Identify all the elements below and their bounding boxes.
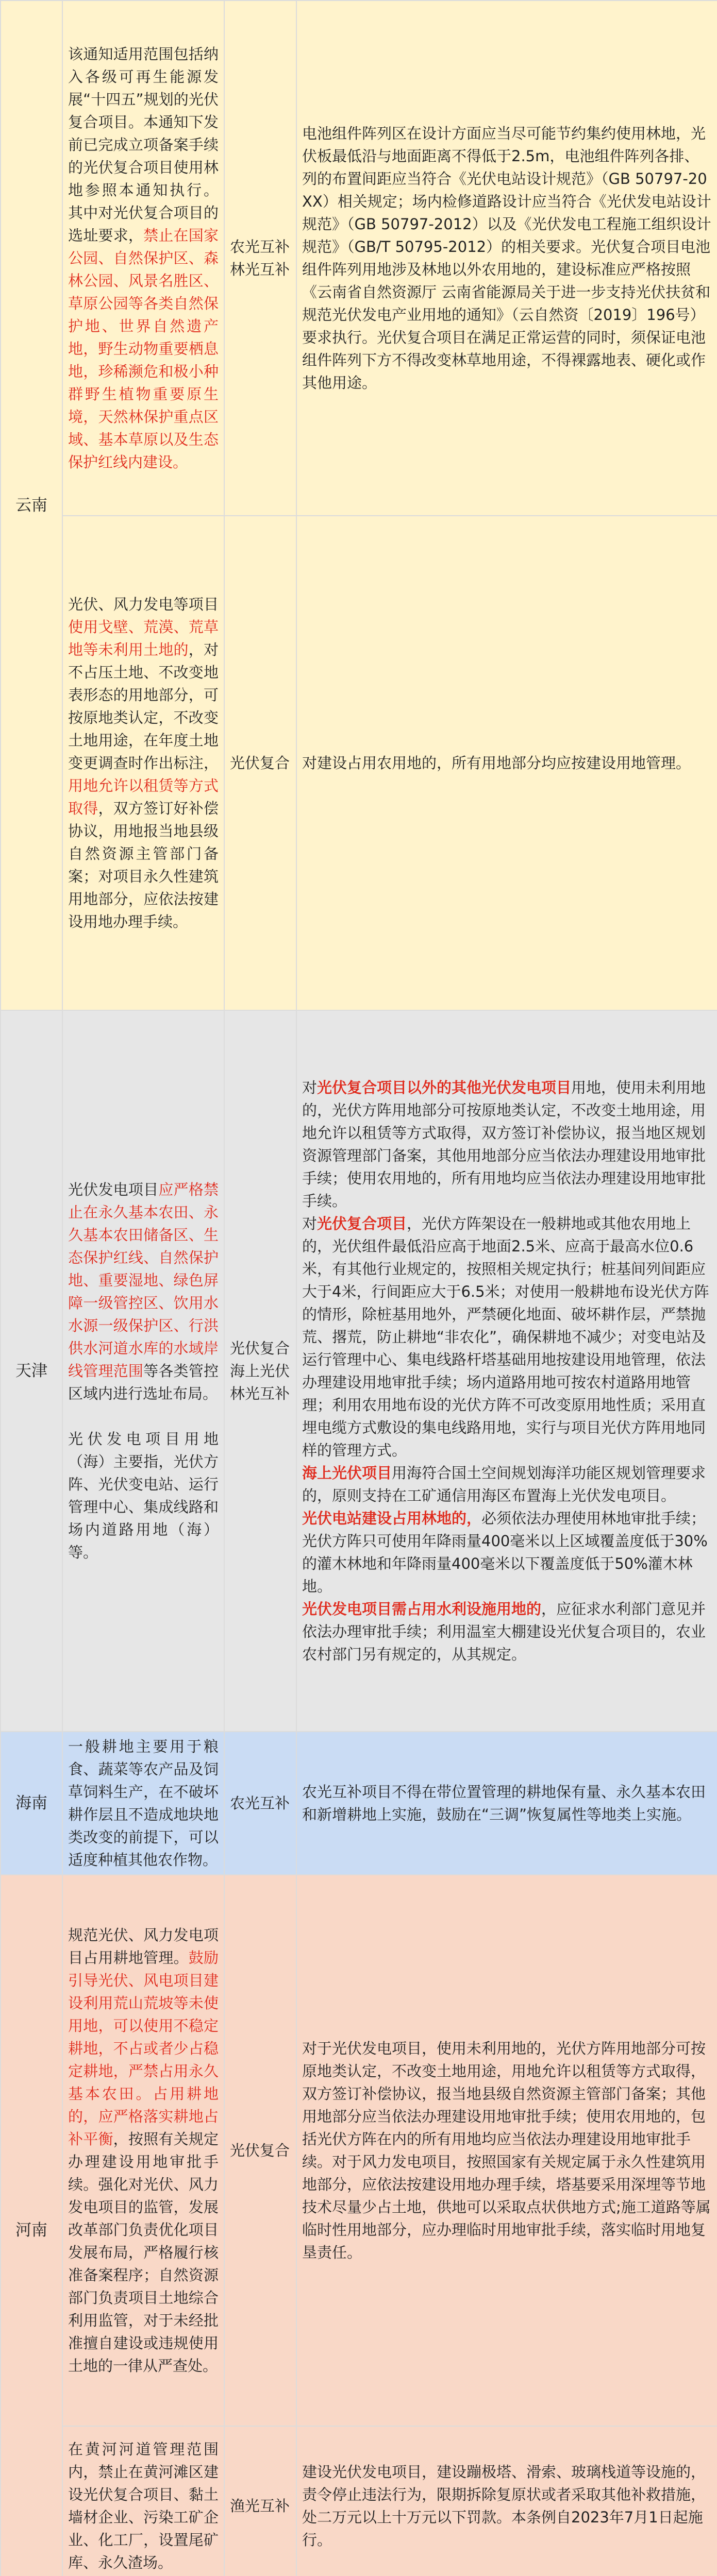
table-row bbox=[1, 1732, 717, 1875]
detail-text: 对 bbox=[302, 1079, 318, 1096]
requirement-highlight: 禁止在国家公园、自然保护区、森林公园、风景名胜区、草原公园等各类自然保护地、世界自然遗产地，野生动物重要栖息地，珍稀濒危和极小种群野生植物重要原生境，天然林保护重点区域、基本草原以及生态保护红线内建设。 bbox=[68, 227, 219, 471]
detail-cell: 对建设占用农用地的，所有用地部分均应按建设用地管理。 bbox=[296, 516, 717, 1010]
detail-text: 对 bbox=[302, 1215, 318, 1232]
detail-cell: 对于光伏发电项目，使用未利用地的，光伏方阵用地部分可按原地类认定，不改变土地用途，用地允许以租赁等方式取得，双方签订补偿协议，报当地县级自然资源主管部门备案；其他用地部分应当依法办理建设用地审批手续；使用农用地的，包括光伏方阵在内的所有用地均应当依法办理建设用地审批手续。对于风力发电项目，按照国家有关规定属于永久性建筑用地部分，应依法按建设用地办理手续，塔基要采用深埋等节地技术尽量少占土地，供地可以采取点状供地方式;施工道路等属临时性用地部分，应办理临时用地审批手续，落实临时用地复垦责任。 bbox=[296, 1875, 717, 2426]
table-row bbox=[1, 1010, 717, 1732]
requirement-text: 光伏发电项目用地（海）主要指，光伏方阵、光伏变电站、运行管理中心、集成线路和场内道路用地（海）等。 bbox=[68, 1430, 219, 1561]
detail-highlight: 光伏复合项目以外的其他光伏发电项目 bbox=[317, 1079, 572, 1096]
province-cell: 天津 bbox=[1, 1010, 62, 1732]
project-type-cell: 渔光互补 bbox=[224, 2426, 296, 2576]
detail-cell: 电池组件阵列区在设计方面应当尽可能节约集约使用林地，光伏板最低沿与地面距离不得低于2.5m，电池组件阵列各排、列的布置间距应当符合《光伏电站设计规范》（GB 50797-20XX）相关规定；场内检修道路设计应当符合《光伏发电站设计规范》（GB 50797-2012）以及《光伏发电工程施工组织设计规范》（GB/T 50795-2012）的相关要求。光伏复合项目电池组件阵列用地涉及林地以外农用地的，建设标准应严格按照《云南省自然资源厅 云南省能源局关于进一步支持光伏扶贫和规范光伏发电产业用地的通知》（云自然资〔2019〕196号）要求执行。光伏复合项目在满足正常运营的同时，须保证电池组件阵列下方不得改变林草地用途，不得裸露地表、硬化或作其他用途。 bbox=[296, 1, 717, 516]
requirement-cell bbox=[62, 1010, 224, 1732]
requirement-text: 其中对光伏复合项目的选址要求， bbox=[68, 204, 219, 244]
province-cell: 海南 bbox=[1, 1732, 62, 1875]
detail-highlight: 海上光伏项目 bbox=[302, 1464, 392, 1482]
detail-text: 必须依法办理使用林地审批手续；光伏方阵只可使用年降雨量400毫米以上区域覆盖度低于30%的灌木林地和年降雨量400毫米以下覆盖度低于50%灌木林地。 bbox=[302, 1510, 708, 1595]
requirement-cell: 在黄河河道管理范围内，禁止在黄河滩区建设光伏复合项目、黏土墙材企业、污染工矿企业、化工厂，设置尾矿库、永久渣场。 bbox=[62, 2426, 224, 2576]
requirement-cell bbox=[62, 1, 224, 516]
requirement-highlight: 用地允许以租赁等方式取得 bbox=[68, 777, 219, 817]
requirement-cell: 一般耕地主要用于粮食、蔬菜等农产品及饲草饲料生产，在不破坏耕作层且不造成地块地类改变的前提下，可以适度种植其他农作物。 bbox=[62, 1732, 224, 1875]
table-row bbox=[1, 1, 717, 516]
project-type-cell: 光伏复合 bbox=[224, 1875, 296, 2426]
requirement-highlight: 应严格禁止在永久基本农田、永久基本农田储备区、生态保护红线、自然保护地、重要湿地、绿色屏障一级管控区、饮用水水源一级保护区、行洪供水河道水库的水域岸线管理范围 bbox=[68, 1181, 219, 1380]
detail-highlight: 光伏发电项目需占用水利设施用地的 bbox=[302, 1600, 542, 1618]
table-row bbox=[1, 2426, 717, 2576]
detail-text: 用海符合国土空间规划海洋功能区规划管理要求的，原则支持在工矿通信用海区布置海上光伏发电项目。 bbox=[302, 1464, 706, 1504]
project-type-cell: 光伏复合 bbox=[224, 516, 296, 1010]
detail-cell bbox=[296, 1010, 717, 1732]
detail-text: 用地，使用未利用地的，光伏方阵用地部分可按原地类认定，不改变土地用途，用地允许以租赁等方式取得，双方签订补偿协议，报当地区规划资源管理部门备案，其他用地部分应当依法办理建设用地审批手续；使用农用地的，所有用地均应当依法办理建设用地审批手续。 bbox=[302, 1079, 706, 1210]
requirement-text: 该通知适用范围包括纳入各级可再生能源发展“十四五”规划的光伏复合项目。本通知下发前已完成立项备案手续的光伏复合项目使用林地参照本通知执行。 bbox=[68, 45, 219, 199]
requirement-cell bbox=[62, 1875, 224, 2426]
requirement-cell bbox=[62, 516, 224, 1010]
requirement-text: 等各类管控区域内进行选址布局。 bbox=[68, 1362, 219, 1402]
project-type-cell: 农光互补林光互补 bbox=[224, 1, 296, 516]
detail-cell: 农光互补项目不得在带位置管理的耕地保有量、永久基本农田和新增耕地上实施，鼓励在“三调”恢复属性等地类上实施。 bbox=[296, 1732, 717, 1875]
requirement-text: ，双方签订好补偿协议，用地报当地县级自然资源主管部门备案；对项目永久性建筑用地部分，应依法按建设用地办理手续。 bbox=[68, 800, 219, 930]
detail-text: ，应征求水利部门意见并依法办理审批手续；利用温室大棚建设光伏复合项目的，农业农村部门另有规定的，从其规定。 bbox=[302, 1600, 706, 1663]
requirement-text: ，按照有关规定办理建设用地审批手续。强化对光伏、风力发电项目的监管，发展改革部门负责优化项目发展布局，严格履行核准备案程序；自然资源部门负责项目土地综合利用监管，对于未经批准擅自建设或违规使用土地的一律从严查处。 bbox=[68, 2130, 219, 2375]
project-type-cell: 农光互补 bbox=[224, 1732, 296, 1875]
province-cell: 河南 bbox=[1, 1875, 62, 2576]
detail-highlight: 光伏电站建设占用林地的， bbox=[302, 1510, 482, 1527]
table-row bbox=[1, 516, 717, 1010]
requirement-text: 规范光伏、风力发电项目占用耕地管理。 bbox=[68, 1926, 219, 1967]
province-cell: 云南 bbox=[1, 1, 62, 1010]
requirement-text: ，对不占压土地、不改变地表形态的用地部分，可按原地类认定，不改变土地用途，在年度土地变更调查时作出标注， bbox=[68, 641, 219, 772]
requirement-highlight: 使用戈壁、荒漠、荒草地等未利用土地的 bbox=[68, 618, 219, 658]
requirement-text: 光伏发电项目 bbox=[68, 1181, 159, 1198]
detail-highlight: 光伏复合项目 bbox=[317, 1215, 407, 1232]
detail-text: ，光伏方阵架设在一般耕地或其他农用地上的，光伏组件最低沿应高于地面2.5米、应高于最高水位0.6米，有其他行业规定的，按照相关规定执行；桩基间列间距应大于4米，行间距应大于6.5米；对使用一般耕地布设光伏方阵的情形，除桩基用地外，严禁硬化地面、破坏耕作层，严禁抛荒、撂荒，防止耕地“非农化”，确保耕地不减少；对变电站及运行管理中心、集电线路杆塔基础用地按建设用地管理，依法办理建设用地审批手续；场内道路用地可按农村道路用地管理；利用农用地布设的光伏方阵不可改变原用地性质；采用直埋电缆方式敷设的集电线路用地，实行与项目光伏方阵用地同样的管理方式。 bbox=[302, 1215, 709, 1459]
project-type-cell: 光伏复合海上光伏林光互补 bbox=[224, 1010, 296, 1732]
requirement-text: 光伏、风力发电等项目 bbox=[68, 596, 219, 613]
detail-cell: 建设光伏发电项目，建设蹦极塔、滑索、玻璃栈道等设施的，责令停止违法行为，限期拆除复原状或者采取其他补救措施，处二万元以上十万元以下罚款。本条例自2023年7月1日起施行。 bbox=[296, 2426, 717, 2576]
requirement-highlight: 鼓励引导光伏、风电项目建设利用荒山荒坡等未使用地，可以使用不稳定耕地，不占或者少占稳定耕地，严禁占用永久基本农田。占用耕地的，应严格落实耕地占补平衡 bbox=[68, 1949, 219, 2148]
table-row bbox=[1, 1875, 717, 2426]
